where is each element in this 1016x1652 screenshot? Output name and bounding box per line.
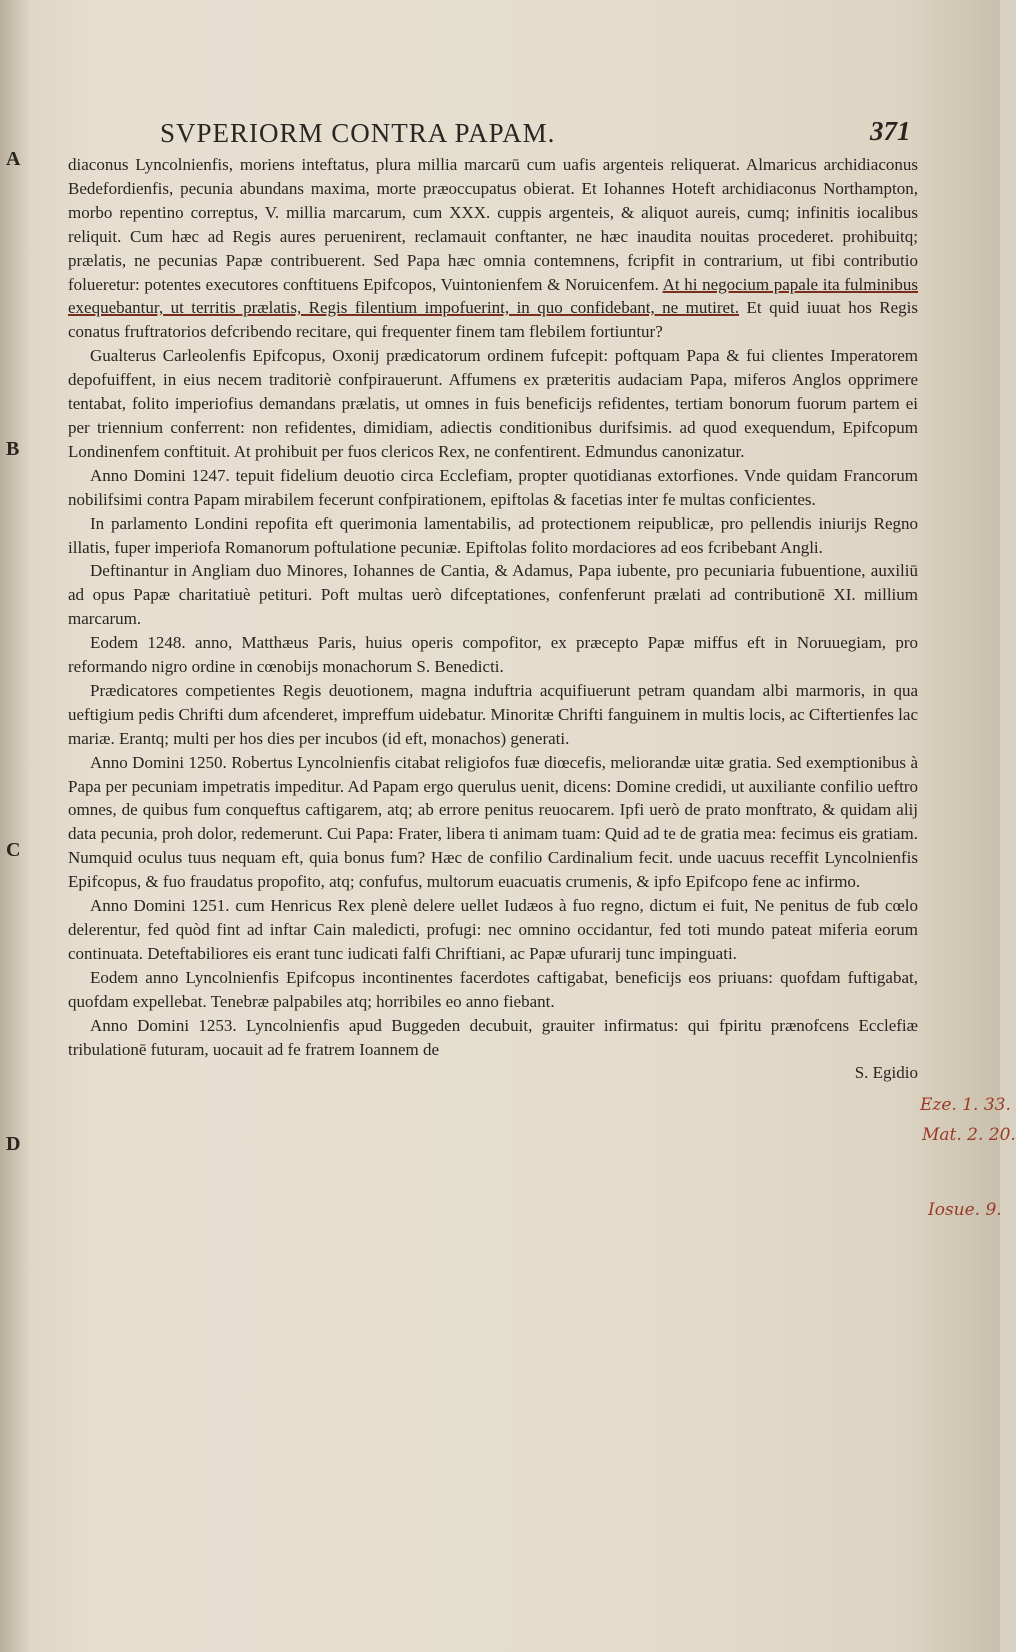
marginal-note-2: Mat. 2. 20. [922, 1125, 1016, 1145]
paragraph-2: Gualterus Carleolenfis Epifcopus, Oxonij prædicatorum ordinem fufcepit: poftquam Papa & fui clientes Imperatorem depofuiffent, in eius necem traditoriè confpirauerunt. Affumens ex præteritis audaciam Papa, miferos Anglos opprimere tentabat, folito imperiofius demandans prælatis, ut omnes in fuis beneficijs refidentes, tertiam bonorum fuorum partem ei per triennium conferrent: non refidentes, dimidiam, adiectis conditionibus durifsimis. ad quod exequendum, Epifcopum Londinenfem conftituit. At prohibuit per fuos clericos Rex, ne confentirent. Edmundus canonizatur. [68, 346, 918, 461]
paragraph-11: Anno Domini 1253. Lyncolnienfis apud Buggeden decubuit, grauiter infirmatus: qui fpiritu prænofcens Ecclefiæ tribulationē futuram, uocauit ad fe fratrem Ioannem de [68, 1015, 918, 1059]
marginal-note-1: Eze. 1. 33. [920, 1095, 1011, 1115]
section-marker-d: D [6, 1133, 21, 1155]
paragraph-5: Deftinantur in Angliam duo Minores, Iohannes de Cantia, & Adamus, Papa iubente, pro pecuniaria fubuentione, auxiliū ad opus Papæ charitatiuè petituri. Poft multas uerò difceptationes, confenferunt prælati ad contributionē XI. millium marcarum. [68, 561, 918, 629]
paragraph-8: Anno Domini 1250. Robertus Lyncolnienfis citabat religiofos fuæ diœcefis, meliorandæ uitæ gratia. Sed exemptionibus à Papa per pecuniam impetratis impeditur. Ad Papam ergo querulus uenit, dicens: Domine credidi, ut auxiliante confilio ueftro omnes, de quibus fum conqueftus caftigarem, atq; ab errore penitus reuocarem. Ipfi uerò de prato monftrato, & quidam alij data pecunia, proh dolor, redemerunt. Cui Papa: Frater, libera ti animam tuam: Quid ad te de gratia mea: fecimus eis gratiam. Numquid oculus tuus nequam eft, quia bonus fum? Hæc de confilio Cardinalium fecit. unde uacuus receffit Lyncolnienfis Epifcopus, & fuo fraudatus propofito, atq; confufus, multorum euacuatis crumenis, & ipfo Epifcopo fene ac infirmo. [68, 752, 918, 892]
paragraph-9: Anno Domini 1251. cum Henricus Rex plenè delere uellet Iudæos à fuo regno, dictum ei fuit, Ne penitus de fub cœlo delerentur, fed quòd fint ad inftar Cain maledicti, profugi: nec omnino occidantur, fed toti mundo pateat miferia eorum continuata. Deteftabiliores eis erant tunc iudicati falfi Chriftiani, ac Papæ ufurarij tunc impinguati. [68, 896, 918, 963]
folio-number: 371 [870, 116, 911, 146]
paragraph-4: In parlamento Londini repofita eft querimonia lamentabilis, ad protectionem reipublicæ, pro pellendis iniurijs Regno illatis, fuper imperiofa Romanorum poftulatione pecuniæ. Epiftolas folito mordaciores ad eos fcribebant Angli. [68, 513, 918, 557]
running-header: SVPERIORM CONTRA PAPAM. [160, 118, 556, 148]
underlined-passage: At hi negocium papale ita fulminibus exequebantur, ut territis prælatis, Regis filentium impofuerint, in quo confidebant, ne mutiret. [68, 274, 919, 318]
section-marker-b: B [6, 438, 20, 460]
catchword: S. Egidio [854, 1063, 918, 1083]
paragraph-6: Eodem 1248. anno, Matthæus Paris, huius operis compofitor, ex præcepto Papæ miffus eft in Noruuegiam, pro reformando nigro ordine in cœnobijs monachorum S. Benedicti. [68, 633, 918, 677]
paragraph-3: Anno Domini 1247. tepuit fidelium deuotio circa Ecclefiam, propter quotidianas extorfiones. Vnde quidam Francorum nobilifsimi contra Papam mirabilem fecerunt confpirationem, epiftolas & facetias inter fe multas conficientes. [68, 465, 918, 509]
section-marker-c: C [6, 839, 21, 861]
paragraph-1: diaconus Lyncolnienfis, moriens inteftatus, plura millia marcarū cum uafis argenteis reliquerat. Almaricus archidiaconus Bedefordienfis, pecunia abundans maxima, morte præoccupatus obierat. Et Iohannes Hoteft archidiaconus Northampton, morbo repentino correptus, V. millia marcarum, cum XXX. cuppis argenteis, & aliquot aureis, cumq; infinitis iocalibus reliquit. Cum hæc ad Regis aures peruenirent, reclamauit conftanter, ne hæc inaudita nouitas procederet. prohibuitq; prælatis, ne pecunias Papæ contribuerent. Sed Papa hæc omnia contemnens, fcripfit in contrarium, ut fibi contributio folueretur: potentes executores conftituens Epifcopos, Vuintonienfem & Noruicenfem. At hi negocium papale ita fulminibus exequebantur, ut territis prælatis, Regis filentium impofuerint, in quo confidebant, ne mutiret. Et quid iuuat hos Regis conatus fruftratorios defcribendo recitare, qui frequenter finem tam flebilem fortiuntur? [68, 155, 919, 342]
marginal-note-3: Iosue. 9. [928, 1200, 1002, 1220]
paragraph-10: Eodem anno Lyncolnienfis Epifcopus incontinentes facerdotes caftigabat, beneficijs eos priuans: quofdam fuftigabat, quofdam expellebat. Tenebræ palpabiles atq; horribiles eo anno fiebant. [68, 967, 918, 1011]
section-marker-a: A [6, 148, 21, 170]
paragraph-7: Prædicatores competientes Regis deuotionem, magna induftria acquifiuerunt petram quandam albi marmoris, in qua ueftigium pedis Chrifti dum afcenderet, impreffum uidebatur. Minoritæ Chrifti fanguinem in multis locis, ac Ciftertienfes lac mariæ. Erantq; multi per hos dies per incubos (id eft, monachos) generati. [68, 680, 918, 748]
main-text [68, 153, 918, 1085]
